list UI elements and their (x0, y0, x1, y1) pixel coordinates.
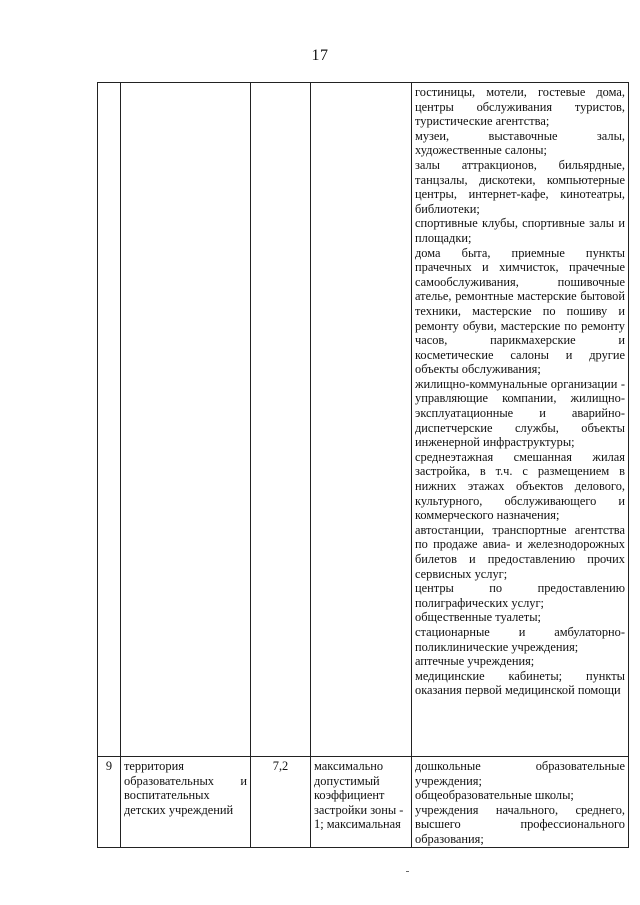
uses-cell (412, 757, 629, 848)
number-cell (98, 83, 121, 757)
list-item: автостанции, транспортные агентства по продаже авиа- и железнодорожных билетов и предоставлению прочих сервисных услуг; (415, 522, 625, 581)
list-item: жилищно-коммунальные организации - управляющие компании, жилищно-эксплуатационные и аварийно-диспетчерские службы, объекты инженерной инфраструктуры; (415, 376, 625, 450)
territory-name: территория образовательных и воспитательных детских учреждений (121, 757, 251, 848)
list-item: дошкольные образовательные учреждения; (415, 759, 625, 788)
list-item: медицинские кабинеты; пункты оказания первой медицинской помощи (415, 668, 625, 698)
list-item: общественные туалеты; (415, 610, 541, 625)
list-item: дома быта, приемные пункты прачечных и химчисток, прачечные самообслуживания, пошивочные ателье, ремонтные мастерские бытовой техники, мастерские по пошиву и ремонту обуви, мастерские по ремонту часов, парикмахерские и косметические салоны и другие объекты обслуживания; (415, 245, 625, 377)
list-item: стационарные и амбулаторно-поликлинические учреждения; (415, 624, 625, 654)
uses-cell (412, 83, 629, 757)
territory-cell (121, 83, 251, 757)
list-item: общеобразовательные школы; (415, 788, 574, 803)
list-item: музеи, выставочные залы, художественные салоны; (415, 128, 625, 158)
list-item: центры по предоставлению полиграфических услуг; (415, 581, 625, 610)
area-value: 7,2 (251, 757, 311, 848)
list-item: учреждения начального, среднего, высшего профессионального образования; (415, 802, 625, 846)
list-item: залы аттракционов, бильярдные, танцзалы, дискотеки, компьютерные центры, интернет-кафе, кинотеатры, библиотеки; (415, 157, 625, 216)
list-item: спортивные клубы, спортивные залы и площадки; (415, 216, 625, 245)
row-number: 9 (98, 757, 121, 848)
table-row (98, 757, 629, 848)
scan-speck (406, 871, 409, 872)
list-item: гостиницы, мотели, гостевые дома, центры обслуживания туристов, туристические агентства; (415, 85, 625, 129)
zoning-table (97, 82, 629, 848)
list-item: среднеэтажная смешанная жилая застройка, в т.ч. с размещением в нижних этажах объектов делового, культурного, обслуживающего и коммерческого назначения; (415, 449, 625, 523)
list-item: аптечные учреждения; (415, 654, 535, 669)
table-row (98, 83, 629, 757)
parameters-text: максимально допустимый коэффициент застройки зоны - 1; максимальная (311, 757, 412, 848)
area-cell (251, 83, 311, 757)
parameters-cell (311, 83, 412, 757)
page-number: 17 (311, 47, 329, 64)
